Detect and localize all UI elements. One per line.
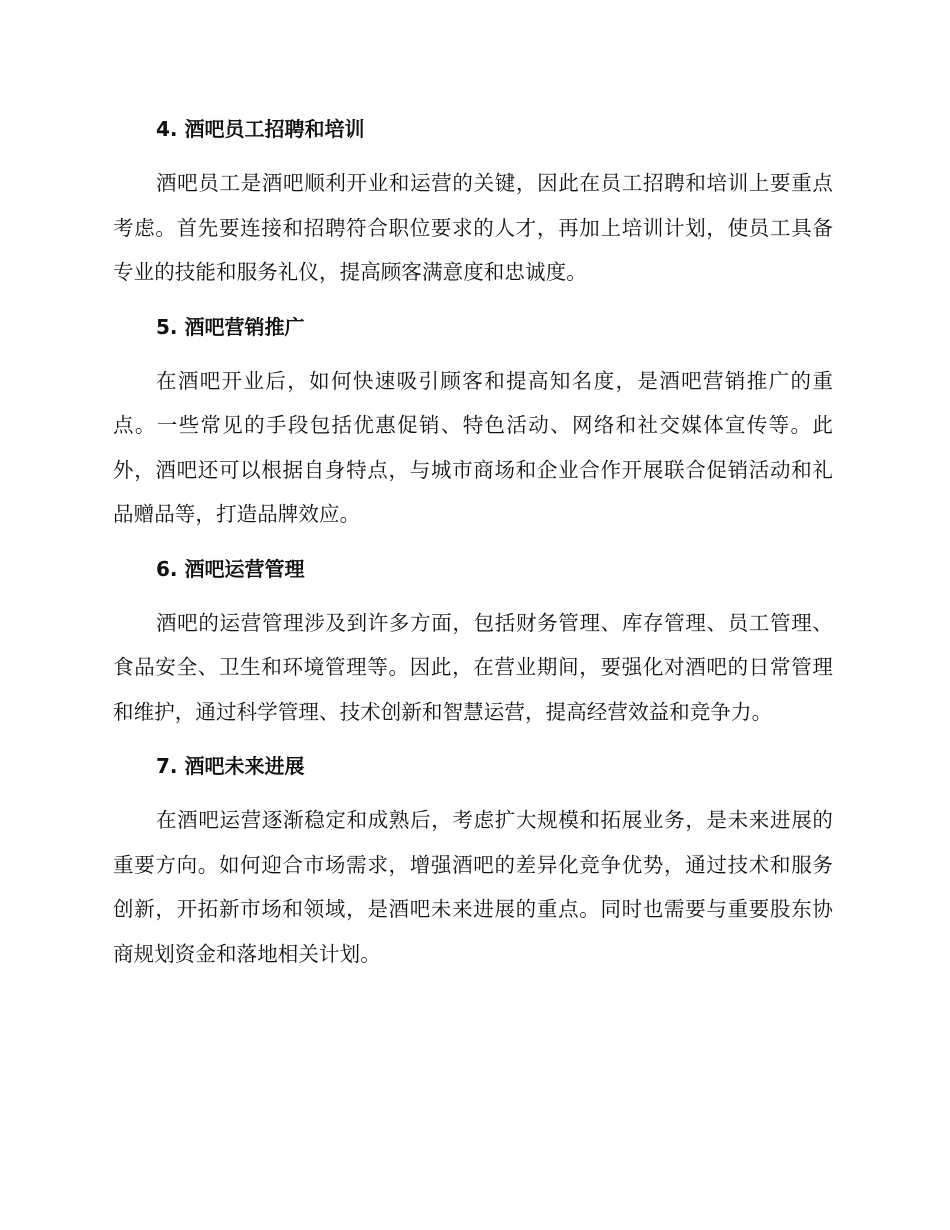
section-heading: 7. 酒吧未来进展 bbox=[156, 754, 305, 778]
section-staff-recruitment bbox=[113, 110, 833, 295]
section-heading: 5. 酒吧营销推广 bbox=[156, 314, 305, 339]
section-future bbox=[113, 747, 833, 976]
document-body bbox=[113, 110, 833, 976]
section-operations bbox=[113, 550, 833, 735]
section-heading: 4. 酒吧员工招聘和培训 bbox=[156, 117, 365, 141]
section-heading: 6. 酒吧运营管理 bbox=[156, 556, 305, 581]
section-paragraph: 酒吧的运营管理涉及到许多方面，包括财务管理、库存管理、员工管理、食品安全、卫生和环境管理等。因此，在营业期间，要强化对酒吧的日常管理和维护，通过科学管理、技术创新和智慧运营，提高经营效益和竞争力。 bbox=[113, 610, 833, 724]
section-paragraph: 在酒吧开业后，如何快速吸引顾客和提高知名度，是酒吧营销推广的重点。一些常见的手段包括优惠促销、特色活动、网络和社交媒体宣传等。此外，酒吧还可以根据自身特点，与城市商场和企业合作开展联合促销活动和礼品赠品等，打造品牌效应。 bbox=[113, 368, 833, 526]
section-marketing bbox=[113, 308, 833, 537]
section-paragraph: 在酒吧运营逐渐稳定和成熟后，考虑扩大规模和拓展业务，是未来进展的重要方向。如何迎合市场需求，增强酒吧的差异化竞争优势，通过技术和服务创新，开拓新市场和领域，是酒吧未来进展的重点。同时也需要与重要股东协商规划资金和落地相关计划。 bbox=[113, 808, 833, 966]
section-paragraph: 酒吧员工是酒吧顺利开业和运营的关键，因此在员工招聘和培训上要重点考虑。首先要连接和招聘符合职位要求的人才，再加上培训计划，使员工具备专业的技能和服务礼仪，提高顾客满意度和忠诚度。 bbox=[113, 171, 833, 284]
